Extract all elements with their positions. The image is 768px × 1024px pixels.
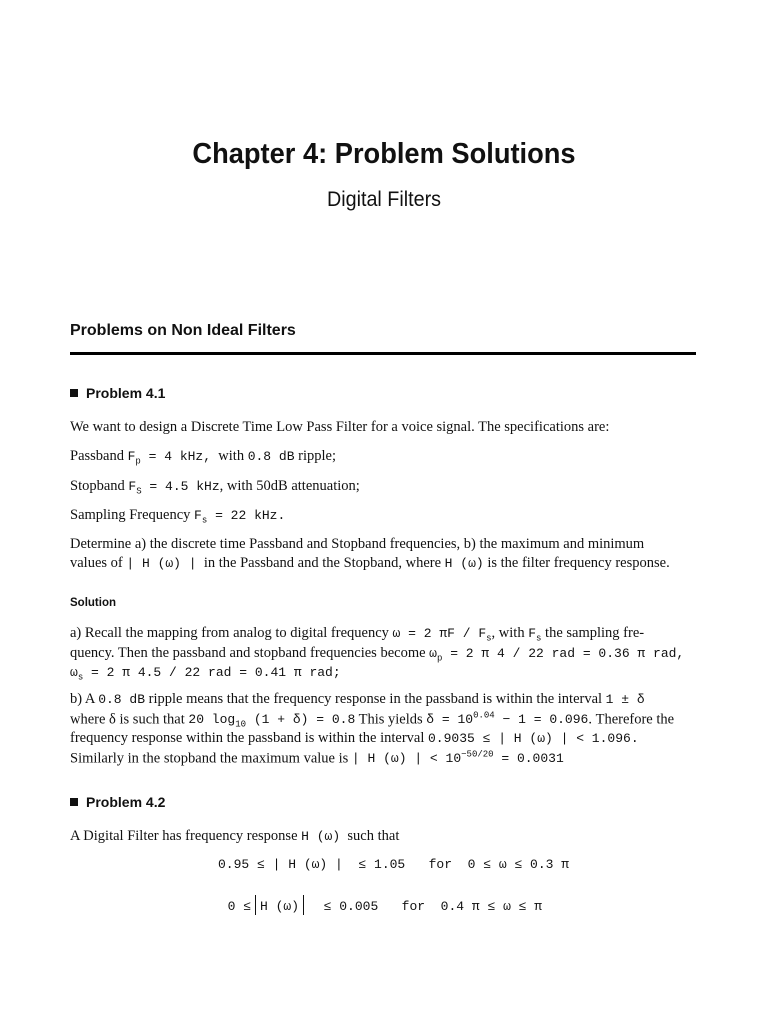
- abs-bar-right: [303, 895, 304, 915]
- spec-label: Stopband: [70, 478, 125, 494]
- problem-heading-label: Problem 4.1: [86, 385, 166, 401]
- problem-heading-label: Problem 4.2: [86, 794, 166, 810]
- solution-heading: Solution: [70, 597, 116, 609]
- spec-symbol: $F_s = 22$ kHz.: [194, 508, 286, 526]
- solution-a-line-2: quency. Then the passband and stopband frequencies become $\omega_p = 2$ π 4 / 22 rad = 0.36 π rad,: [70, 645, 685, 664]
- spec-text: ripple;: [298, 448, 336, 464]
- square-bullet-icon: [70, 389, 78, 397]
- spec-text: with: [218, 448, 245, 464]
- solution-b-line-1: b) A 0.8 dB ripple means that the frequency response in the passband is within the interval 1 ± δ: [70, 691, 645, 707]
- solution-a-line-1: a) Recall the mapping from analog to digital frequency ω = 2 πF / $F_s$, with $F_s$ the sampling fre-: [70, 625, 645, 644]
- spec-label: Passband: [70, 448, 124, 464]
- solution-b-line-3: frequency response within the passband is within the interval 0.9035 ≤ | H (ω) | < 1.096.: [70, 730, 639, 746]
- problem-heading-4-2: [70, 794, 165, 810]
- spec-passband: [70, 448, 336, 467]
- square-bullet-icon: [70, 798, 78, 806]
- problem-heading-4-1: [70, 385, 165, 401]
- spec-sampling: [70, 507, 285, 526]
- solution-a-line-3: $\omega_s = 2$ π 4.5 / 22 rad = 0.41 π rad;: [70, 665, 341, 683]
- determine-line-1: Determine a) the discrete time Passband and Stopband frequencies, b) the maximum and minimum: [70, 536, 645, 552]
- spec-symbol: $F_S = 4.5$ kHz: [128, 479, 220, 497]
- equation-passband: 0.95 ≤ | H (ω) | ≤ 1.05 for 0 ≤ ω ≤ 0.3 π: [218, 857, 570, 872]
- chapter-subtitle: Digital Filters: [326, 188, 442, 211]
- determine-line-2: values of | H (ω) | in the Passband and the Stopband, where H (ω) is the filter frequency response.: [70, 555, 670, 571]
- spec-stopband: [70, 478, 360, 497]
- section-divider: [70, 352, 696, 355]
- spec-symbol: $F_p = 4$ kHz,: [127, 449, 212, 467]
- problem-2-intro: A Digital Filter has frequency response H (ω) such that: [70, 828, 400, 844]
- equation-stopband: 0 ≤ H (ω) ≤ 0.005 for 0.4 π ≤ ω ≤ π: [212, 880, 542, 915]
- solution-b-line-4: Similarly in the stopband the maximum value is | H (ω) | < $10^{-50/20} = 0.0031$: [70, 750, 564, 767]
- spec-value: 0.8 dB: [247, 449, 295, 464]
- chapter-title: Chapter 4: Problem Solutions: [192, 138, 576, 170]
- spec-label: Sampling Frequency: [70, 507, 191, 523]
- problem-intro: We want to design a Discrete Time Low Pass Filter for a voice signal. The specifications are:: [70, 419, 610, 435]
- spec-text: , with 50dB attenuation;: [219, 478, 360, 494]
- abs-bar-left: [255, 895, 256, 915]
- section-heading: Problems on Non Ideal Filters: [70, 322, 296, 339]
- solution-b-line-2: where δ is such that 20 $\log_{10} (1 + \delta) = 0.8$ This yields $\delta = 10^{0.04} - 1 = 0.096$. Therefore the: [70, 711, 675, 730]
